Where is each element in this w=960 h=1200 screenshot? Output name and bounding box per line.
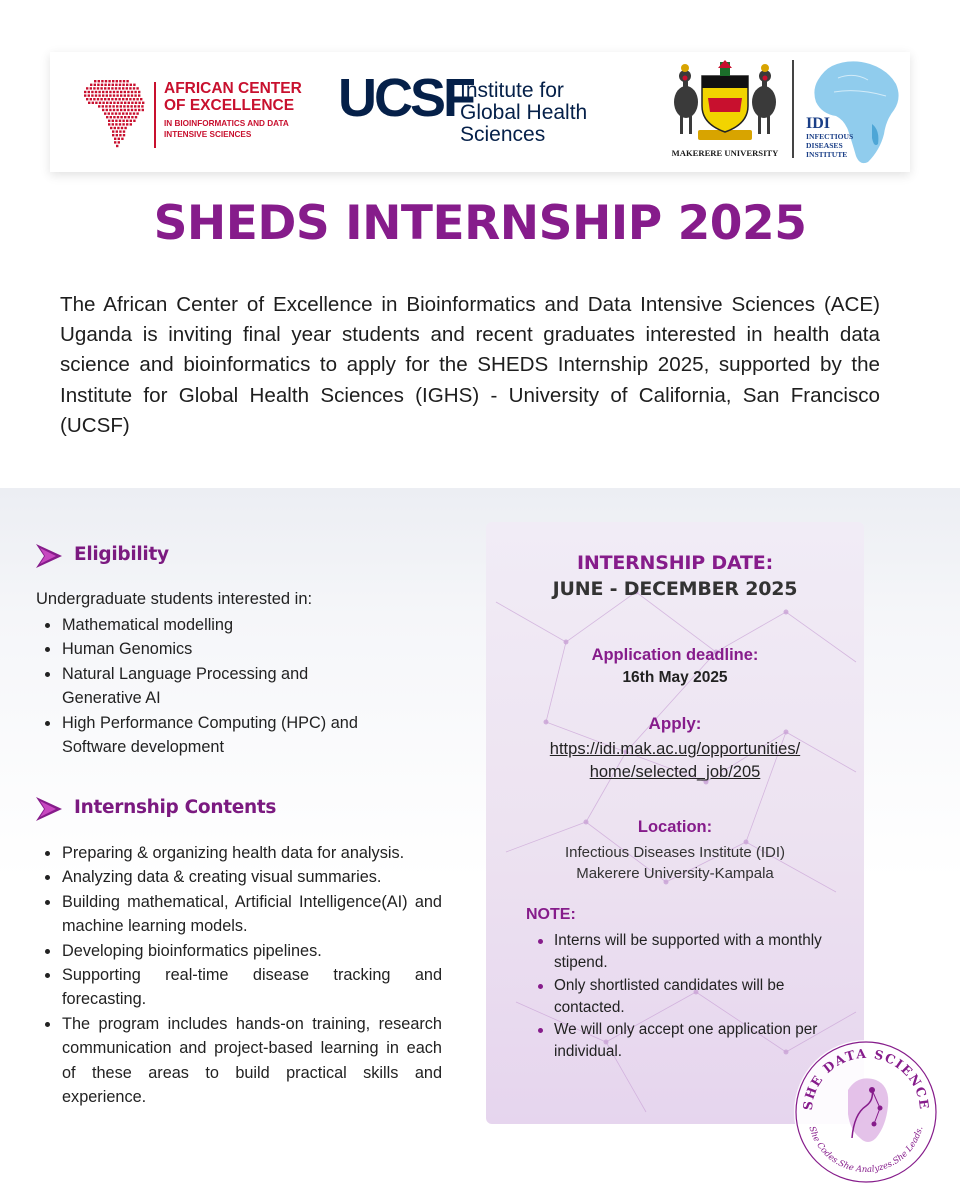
- location-heading: Location:: [637, 818, 713, 836]
- chevron-right-icon: [34, 542, 64, 570]
- badge-bottom-text: She Codes.She Analyzes.She Leads.: [806, 1125, 926, 1176]
- idi-logo: [798, 58, 906, 168]
- intro-paragraph: The African Center of Excellence in Bioinformatics and Data Intensive Sciences (ACE) Uganda is inviting final year students and recent graduates interested in health data science and bioinformatics to apply for the SHEDS Internship 2025, supported by the Institute for Global Health Sciences (IGHS) - University of California, San Francisco (UCSF): [60, 293, 880, 437]
- deadline-value: 16th May 2025: [622, 669, 728, 686]
- list-item: Supporting real-time disease tracking and forecasting.: [44, 963, 442, 1012]
- ucsf-wordmark: UCSF: [338, 68, 473, 128]
- list-item: Natural Language Processing and Generative AI: [44, 662, 384, 711]
- list-item: The program includes hands-on training, research communication and project-based learning in each of these areas to build practical skills and experience.: [44, 1012, 442, 1110]
- list-item: Mathematical modelling: [44, 613, 384, 637]
- ace-subtitle: IN BIOINFORMATICS AND DATA INTENSIVE SCIENCES: [164, 119, 289, 139]
- ace-title: AFRICAN CENTER OF EXCELLENCE: [164, 80, 302, 114]
- badge-top-text: SHE DATA SCIENCE: [799, 1045, 933, 1112]
- eligibility-title: Eligibility: [74, 544, 169, 565]
- list-item: Interns will be supported with a monthly stipend.: [536, 930, 836, 975]
- she-data-science-badge: [788, 1034, 944, 1190]
- chevron-right-icon: [34, 795, 64, 823]
- africa-map-icon: [78, 78, 148, 150]
- location-value: Infectious Diseases Institute (IDI) Makerere University-Kampala: [564, 844, 786, 882]
- makerere-name: MAKERERE UNIVERSITY: [671, 148, 779, 158]
- eligibility-intro: Undergraduate students interested in:: [36, 590, 313, 608]
- list-item: We will only accept one application per individual.: [536, 1019, 836, 1064]
- deadline-heading: Application deadline:: [591, 646, 759, 664]
- ace-divider: [154, 82, 156, 148]
- list-item: Analyzing data & creating visual summaries.: [44, 865, 442, 889]
- list-item: High Performance Computing (HPC) and Software development: [44, 711, 384, 760]
- contents-list: [44, 841, 442, 1109]
- apply-link[interactable]: https://idi.mak.ac.ug/opportunities/ home/selected_job/205: [549, 740, 801, 781]
- page-title: SHEDS INTERNSHIP 2025: [153, 196, 807, 251]
- internship-date-heading: INTERNSHIP DATE:: [577, 552, 773, 574]
- ucsf-logo: [338, 68, 610, 158]
- list-item: Human Genomics: [44, 637, 384, 661]
- eligibility-list: [44, 613, 384, 759]
- makerere-logo: [662, 58, 788, 166]
- ucsf-institute-name: Institute for Global Health Sciences: [460, 79, 588, 146]
- contents-title: Internship Contents: [74, 797, 277, 818]
- internship-date-value: JUNE - DECEMBER 2025: [552, 578, 798, 600]
- apply-heading: Apply:: [648, 714, 702, 733]
- ace-logo: [78, 78, 318, 150]
- makerere-crest-icon: [662, 58, 788, 148]
- note-heading: NOTE:: [526, 906, 576, 923]
- logo-divider: [792, 60, 794, 158]
- list-item: Preparing & organizing health data for analysis.: [44, 841, 442, 865]
- list-item: Building mathematical, Artificial Intelligence(AI) and machine learning models.: [44, 890, 442, 939]
- list-item: Only shortlisted candidates will be contacted.: [536, 975, 836, 1020]
- logo-strip: [50, 52, 910, 172]
- idi-text: IDI INFECTIOUS DISEASES INSTITUTE: [806, 115, 854, 159]
- list-item: Developing bioinformatics pipelines.: [44, 939, 442, 963]
